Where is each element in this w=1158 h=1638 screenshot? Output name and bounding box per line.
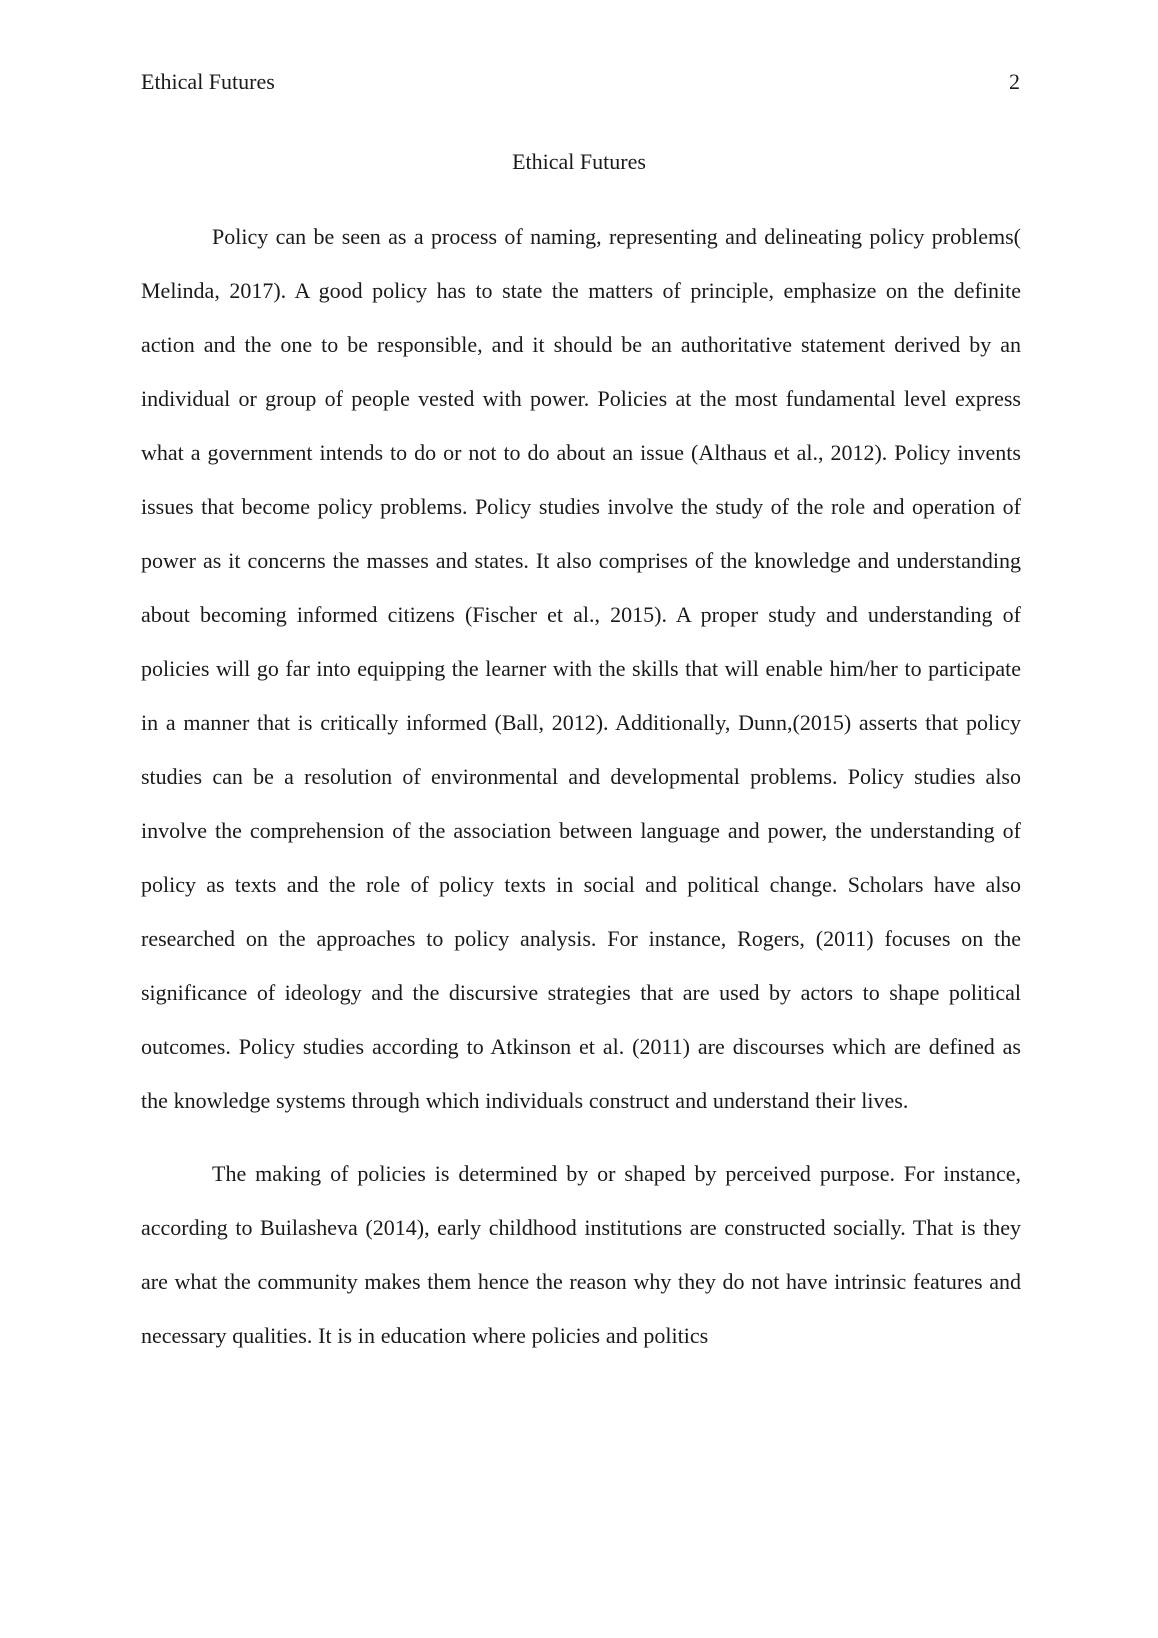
body-text (141, 210, 1021, 1363)
page-number: 2 (1009, 69, 1020, 94)
running-head: Ethical Futures (141, 69, 275, 94)
paragraph-1: Policy can be seen as a process of naming, representing and delineating policy problems( Melinda, 2017). A good policy has to state the matters of principle, emphasize on the definite action and the one to be responsible, and it should be an authoritative statement derived by an individual or group of people vested with power. Policies at the most fundamental level express what a government intends to do or not to do about an issue (Althaus et al., 2012). Policy invents issues that become policy problems. Policy studies involve the study of the role and operation of power as it concerns the masses and states. It also comprises of the knowledge and understanding about becoming informed citizens (Fischer et al., 2015). A proper study and understanding of policies will go far into equipping the learner with the skills that will enable him/her to participate in a manner that is critically informed (Ball, 2012). Additionally, Dunn,(2015) asserts that policy studies can be a resolution of environmental and developmental problems. Policy studies also involve the comprehension of the association between language and power, the understanding of policy as texts and the role of policy texts in social and political change. Scholars have also researched on the approaches to policy analysis. For instance, Rogers, (2011) focuses on the significance of ideology and the discursive strategies that are used by actors to shape political outcomes. Policy studies according to Atkinson et al. (2011) are discourses which are defined as the knowledge systems through which individuals construct and understand their lives. (141, 224, 1021, 1113)
paragraph-2: The making of policies is determined by or shaped by perceived purpose. For instance, according to Builasheva (2014), early childhood institutions are constructed socially. That is they are what the community makes them hence the reason why they do not have intrinsic features and necessary qualities. It is in education where policies and politics (141, 1161, 1021, 1348)
document-title: Ethical Futures (512, 149, 646, 174)
